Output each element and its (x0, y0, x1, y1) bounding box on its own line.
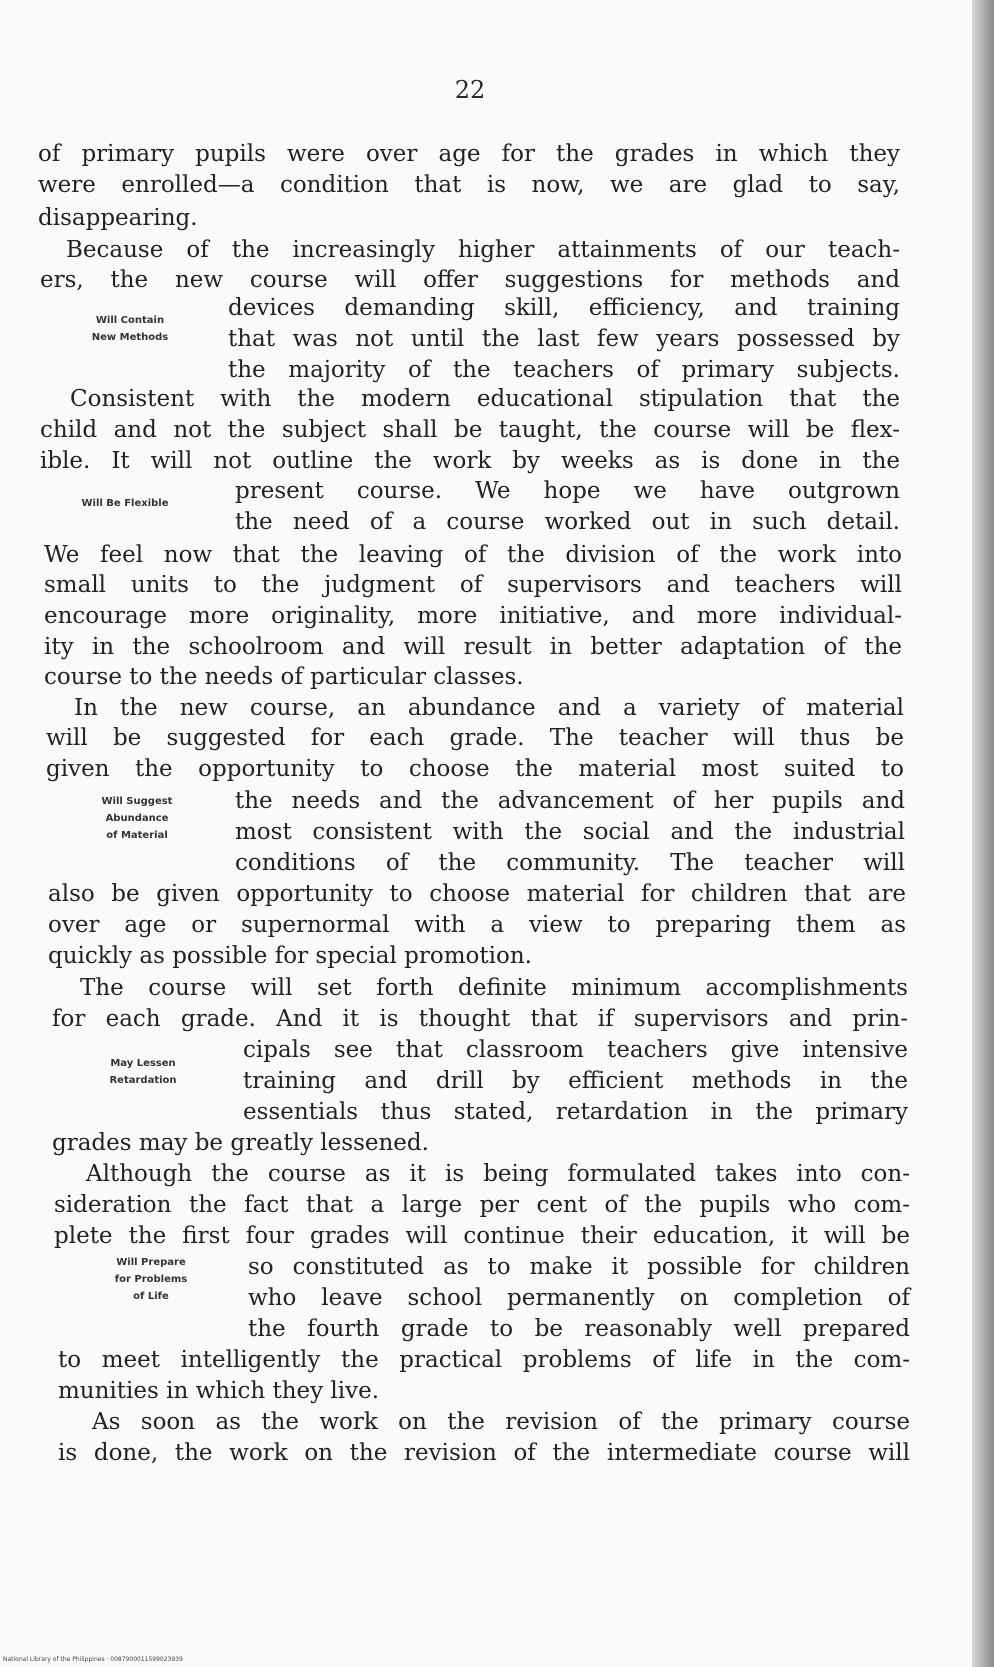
text-line: quickly as possible for special promotion. (48, 943, 532, 969)
text-line: the need of a course worked out in such detail. (235, 509, 900, 535)
margin-note-line: New Methods (91, 332, 169, 343)
margin-note-line: Will Prepare (116, 1257, 186, 1268)
page-edge-shadow (972, 0, 994, 1667)
text-line: that was not until the last few years possessed by (228, 326, 900, 352)
margin-note (76, 1254, 226, 1305)
margin-note-line: Will Suggest (101, 796, 173, 807)
text-line: training and drill by efficient methods in the (243, 1068, 908, 1094)
text-line: Because of the increasingly higher attainments of our teach- (66, 237, 900, 263)
text-line: also be given opportunity to choose material for children that are (48, 881, 906, 907)
text-line: present course. We hope we have outgrown (235, 478, 900, 504)
text-line: ity in the schoolroom and will result in better adaptation of the (44, 634, 902, 660)
text-line: cipals see that classroom teachers give intensive (243, 1037, 908, 1063)
text-line: is done, the work on the revision of the intermediate course will (58, 1440, 910, 1466)
text-line: Although the course as it is being formulated takes into con- (86, 1161, 910, 1187)
text-line: grades may be greatly lessened. (52, 1130, 429, 1156)
margin-note (68, 1055, 218, 1089)
text-line: the majority of the teachers of primary subjects. (228, 357, 900, 383)
text-line: essentials thus stated, retardation in the primary (243, 1099, 908, 1125)
text-line: In the new course, an abundance and a variety of material (74, 695, 904, 721)
text-line: who leave school permanently on completion of (248, 1285, 910, 1311)
text-line: encourage more originality, more initiative, and more individual- (44, 603, 902, 629)
text-line: We feel now that the leaving of the division of the work into (44, 542, 902, 568)
text-line: of primary pupils were over age for the grades in which they (38, 141, 900, 167)
text-line: so constituted as to make it possible for children (248, 1254, 910, 1280)
margin-note-line: for Problems (114, 1274, 188, 1285)
text-line: child and not the subject shall be taught, the course will be flex- (40, 417, 900, 443)
margin-note-line: Will Be Flexible (81, 498, 169, 509)
text-line: over age or supernormal with a view to preparing them as (48, 912, 906, 938)
page-number: 22 (454, 76, 486, 104)
text-line: to meet intelligently the practical problems of life in the com- (58, 1347, 910, 1373)
text-line: disappearing. (38, 205, 198, 231)
text-line: the needs and the advancement of her pupils and (235, 788, 905, 814)
margin-note-line: Abundance (105, 813, 169, 824)
margin-note (50, 495, 200, 512)
footer-credit: National Library of the Philippines · 0087900011599023939 (3, 1656, 183, 1663)
text-line: given the opportunity to choose the material most suited to (46, 756, 904, 782)
text-line: ible. It will not outline the work by weeks as is done in the (40, 448, 900, 474)
margin-note-line: May Lessen (110, 1058, 176, 1069)
margin-note-line: Retardation (109, 1075, 177, 1086)
text-line: ers, the new course will offer suggestions for methods and (40, 267, 900, 293)
text-line: for each grade. And it is thought that if supervisors and prin- (52, 1006, 908, 1032)
text-line: small units to the judgment of supervisors and teachers will (44, 572, 902, 598)
text-line: course to the needs of particular classes. (44, 664, 524, 690)
text-line: most consistent with the social and the industrial (235, 819, 905, 845)
text-line: will be suggested for each grade. The teacher will thus be (46, 725, 904, 751)
text-line: As soon as the work on the revision of the primary course (92, 1409, 910, 1435)
text-line: Consistent with the modern educational stipulation that the (70, 386, 900, 412)
text-line: The course will set forth definite minimum accomplishments (80, 975, 908, 1001)
text-line: sideration the fact that a large per cent of the pupils who com- (54, 1192, 910, 1218)
text-line: the fourth grade to be reasonably well prepared (248, 1316, 910, 1342)
margin-note-line: of Material (106, 830, 168, 841)
text-line: devices demanding skill, efficiency, and training (228, 295, 900, 321)
margin-note (55, 312, 205, 346)
margin-note (62, 793, 212, 844)
text-line: were enrolled—a condition that is now, we are glad to say, (38, 172, 900, 198)
text-line: plete the first four grades will continue their education, it will be (54, 1223, 910, 1249)
margin-note-line: Will Contain (95, 315, 165, 326)
text-line: conditions of the community. The teacher will (235, 850, 905, 876)
margin-note-line: of Life (133, 1291, 169, 1302)
text-line: munities in which they live. (58, 1378, 380, 1404)
